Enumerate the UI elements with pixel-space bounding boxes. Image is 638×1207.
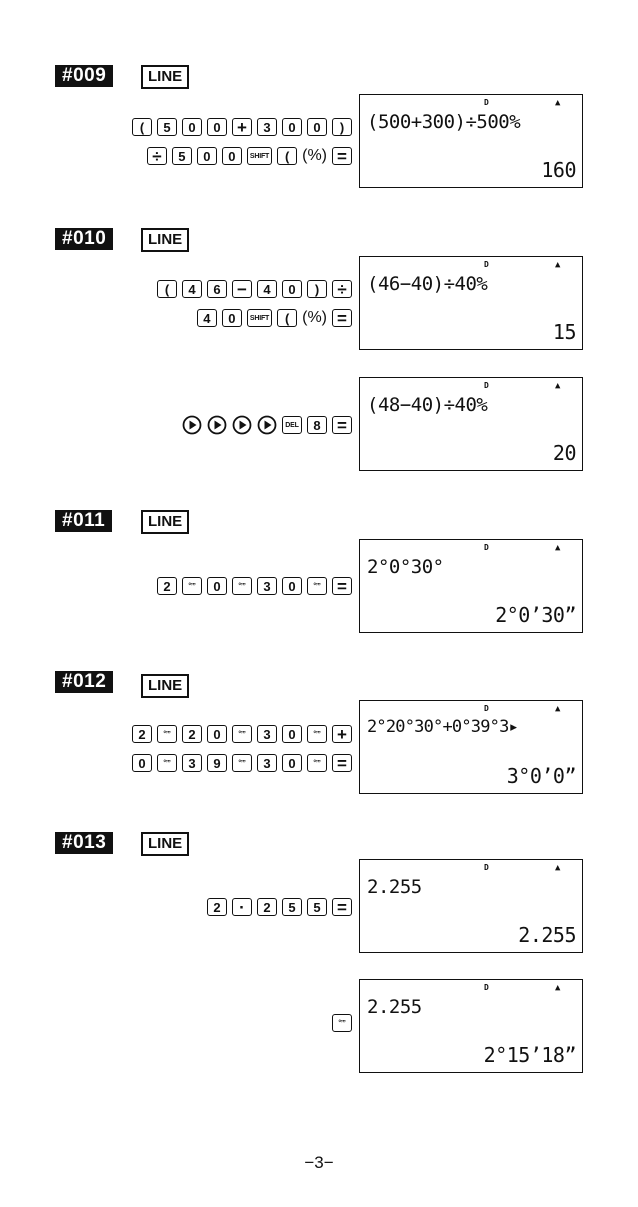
key-sequence-012 [132, 724, 352, 773]
mode-label: LINE [141, 674, 189, 698]
key-del[interactable]: DEL [282, 416, 302, 434]
right-arrow-icon [207, 415, 227, 435]
example-number: #009 [55, 65, 113, 87]
key-plus[interactable]: + [232, 118, 252, 136]
key-2[interactable]: 2 [207, 898, 227, 916]
key-divide[interactable]: ÷ [332, 280, 352, 298]
key-3[interactable]: 3 [257, 754, 277, 772]
display-result: 160 [541, 158, 576, 182]
key-left-paren[interactable]: ( [157, 280, 177, 298]
key-right-arrow[interactable] [182, 416, 202, 434]
key-sequence-013 [207, 897, 352, 917]
display-result: 2°0’30” [495, 603, 576, 627]
key-sequence-009 [132, 117, 352, 166]
display-expression: 2°0°30° [367, 556, 444, 578]
key-divide[interactable]: ÷ [147, 147, 167, 165]
deg-indicator: D [484, 381, 489, 390]
key-left-paren[interactable]: ( [277, 147, 297, 165]
example-number: #012 [55, 671, 113, 693]
key-left-paren[interactable]: ( [132, 118, 152, 136]
display-expression: (46−40)÷40% [367, 273, 488, 295]
scroll-up-indicator-icon: ▲ [555, 863, 561, 873]
mode-label: LINE [141, 832, 189, 856]
key-equals[interactable]: = [332, 416, 352, 434]
key-dms[interactable]: °’’’ [232, 725, 252, 743]
key-3[interactable]: 3 [182, 754, 202, 772]
right-arrow-icon [232, 415, 252, 435]
display-screen-012 [359, 700, 583, 794]
example-number: #010 [55, 228, 113, 250]
key-equals[interactable]: = [332, 754, 352, 772]
key-dms[interactable]: °’’’ [157, 754, 177, 772]
key-shift[interactable]: SHIFT [247, 309, 272, 327]
deg-indicator: D [484, 260, 489, 269]
percent-function-label: (%) [302, 147, 327, 164]
key-sequence-010b [182, 415, 352, 435]
key-2[interactable]: 2 [257, 898, 277, 916]
display-screen-011 [359, 539, 583, 633]
key-minus[interactable]: − [232, 280, 252, 298]
deg-indicator: D [484, 98, 489, 107]
key-0[interactable]: 0 [132, 754, 152, 772]
right-arrow-icon [257, 415, 277, 435]
key-right-arrow[interactable] [232, 416, 252, 434]
key-sequence-010 [157, 279, 352, 328]
key-5[interactable]: 5 [307, 898, 327, 916]
key-0[interactable]: 0 [307, 118, 327, 136]
key-0[interactable]: 0 [282, 118, 302, 136]
key-left-paren[interactable]: ( [277, 309, 297, 327]
example-number: #011 [55, 510, 112, 532]
display-screen-009 [359, 94, 583, 188]
key-5[interactable]: 5 [172, 147, 192, 165]
display-result: 3°0’0” [506, 764, 576, 788]
key-2[interactable]: 2 [182, 725, 202, 743]
key-dms[interactable]: °’’’ [307, 754, 327, 772]
scroll-up-indicator-icon: ▲ [555, 98, 561, 108]
display-result: 2°15’18” [483, 1043, 576, 1067]
deg-indicator: D [484, 543, 489, 552]
key-right-paren[interactable]: ) [307, 280, 327, 298]
display-expression: 2.255 [367, 876, 422, 898]
key-sequence-013b [332, 1013, 352, 1033]
key-dms[interactable]: °’’’ [157, 725, 177, 743]
key-0[interactable]: 0 [222, 147, 242, 165]
mode-label: LINE [141, 65, 189, 89]
deg-indicator: D [484, 983, 489, 992]
key-right-paren[interactable]: ) [332, 118, 352, 136]
display-result: 20 [552, 441, 576, 465]
key-right-arrow[interactable] [257, 416, 277, 434]
key-0[interactable]: 0 [282, 725, 302, 743]
display-expression: 2°20°30°+0°39°3▸ [367, 717, 518, 737]
key-4[interactable]: 4 [197, 309, 217, 327]
key-8[interactable]: 8 [307, 416, 327, 434]
key-dms[interactable]: °’’’ [232, 754, 252, 772]
display-expression: (500+300)÷500% [367, 111, 521, 133]
display-screen-013b [359, 979, 583, 1073]
key-equals[interactable]: = [332, 577, 352, 595]
key-4[interactable]: 4 [257, 280, 277, 298]
key-5[interactable]: 5 [282, 898, 302, 916]
key-0[interactable]: 0 [282, 280, 302, 298]
display-screen-013a [359, 859, 583, 953]
scroll-up-indicator-icon: ▲ [555, 543, 561, 553]
key-dms[interactable]: °’’’ [307, 577, 327, 595]
key-6[interactable]: 6 [207, 280, 227, 298]
key-0[interactable]: 0 [197, 147, 217, 165]
key-0[interactable]: 0 [282, 754, 302, 772]
scroll-up-indicator-icon: ▲ [555, 381, 561, 391]
mode-label: LINE [141, 510, 189, 534]
key-4[interactable]: 4 [182, 280, 202, 298]
key-9[interactable]: 9 [207, 754, 227, 772]
key-3[interactable]: 3 [257, 118, 277, 136]
deg-indicator: D [484, 863, 489, 872]
display-expression: (48−40)÷40% [367, 394, 488, 416]
key-3[interactable]: 3 [257, 577, 277, 595]
key-right-arrow[interactable] [207, 416, 227, 434]
key-0[interactable]: 0 [207, 725, 227, 743]
display-result: 2.255 [518, 923, 576, 947]
display-expression: 2.255 [367, 996, 422, 1018]
key-plus[interactable]: + [332, 725, 352, 743]
display-screen-010b [359, 377, 583, 471]
mode-label: LINE [141, 228, 189, 252]
key-0[interactable]: 0 [282, 577, 302, 595]
display-screen-010a [359, 256, 583, 350]
key-dms[interactable]: °’’’ [182, 577, 202, 595]
key-shift[interactable]: SHIFT [247, 147, 272, 165]
scroll-up-indicator-icon: ▲ [555, 983, 561, 993]
example-number: #013 [55, 832, 113, 854]
key-0[interactable]: 0 [207, 118, 227, 136]
key-equals[interactable]: = [332, 147, 352, 165]
key-decimal-point[interactable]: · [232, 898, 252, 916]
key-sequence-011 [157, 576, 352, 596]
display-result: 15 [552, 320, 576, 344]
scroll-up-indicator-icon: ▲ [555, 260, 561, 270]
key-equals[interactable]: = [332, 309, 352, 327]
key-5[interactable]: 5 [157, 118, 177, 136]
percent-function-label: (%) [302, 309, 327, 326]
key-0[interactable]: 0 [207, 577, 227, 595]
key-0[interactable]: 0 [182, 118, 202, 136]
right-arrow-icon [182, 415, 202, 435]
key-dms[interactable]: °’’’ [332, 1014, 352, 1032]
key-dms[interactable]: °’’’ [232, 577, 252, 595]
scroll-up-indicator-icon: ▲ [555, 704, 561, 714]
key-2[interactable]: 2 [132, 725, 152, 743]
page-number: −3− [304, 1153, 334, 1172]
key-3[interactable]: 3 [257, 725, 277, 743]
key-2[interactable]: 2 [157, 577, 177, 595]
key-0[interactable]: 0 [222, 309, 242, 327]
key-equals[interactable]: = [332, 898, 352, 916]
key-dms[interactable]: °’’’ [307, 725, 327, 743]
deg-indicator: D [484, 704, 489, 713]
